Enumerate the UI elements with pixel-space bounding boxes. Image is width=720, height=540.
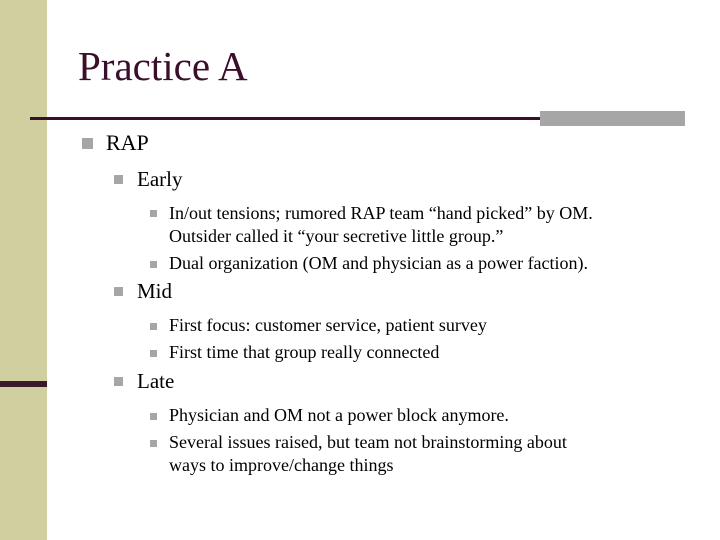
bullet-icon	[150, 413, 157, 420]
bullet-icon	[82, 138, 93, 149]
bullet-early: Early	[137, 167, 183, 191]
early-item-1-line-2: Outsider called it “your secretive little group.”	[169, 226, 504, 246]
bullet-icon	[150, 350, 157, 357]
late-item-1: Physician and OM not a power block anymore.	[169, 405, 509, 425]
late-item-2-line-1: Several issues raised, but team not brainstorming about	[169, 432, 567, 452]
mid-item-1: First focus: customer service, patient survey	[169, 315, 487, 335]
late-item-2	[169, 431, 567, 477]
bullet-icon	[114, 377, 123, 386]
early-item-1-line-1: In/out tensions; rumored RAP team “hand picked” by OM.	[169, 203, 593, 223]
bullet-icon	[150, 210, 157, 217]
mid-item-2: First time that group really connected	[169, 342, 440, 362]
slide-title: Practice A	[78, 43, 248, 89]
bullet-icon	[150, 440, 157, 447]
bullet-icon	[114, 175, 123, 184]
bullet-icon	[150, 261, 157, 268]
early-item-1	[169, 202, 593, 248]
side-bar	[0, 0, 47, 540]
bullet-rap: RAP	[106, 130, 149, 155]
title-rule	[30, 117, 540, 120]
early-item-2: Dual organization (OM and physician as a power faction).	[169, 253, 589, 273]
bullet-icon	[150, 323, 157, 330]
side-bar-accent	[0, 381, 47, 387]
bullet-mid: Mid	[137, 279, 173, 303]
bullet-late: Late	[137, 369, 175, 393]
late-item-2-line-2: ways to improve/change things	[169, 455, 394, 475]
bullet-icon	[114, 287, 123, 296]
title-rule-accent	[540, 111, 685, 126]
